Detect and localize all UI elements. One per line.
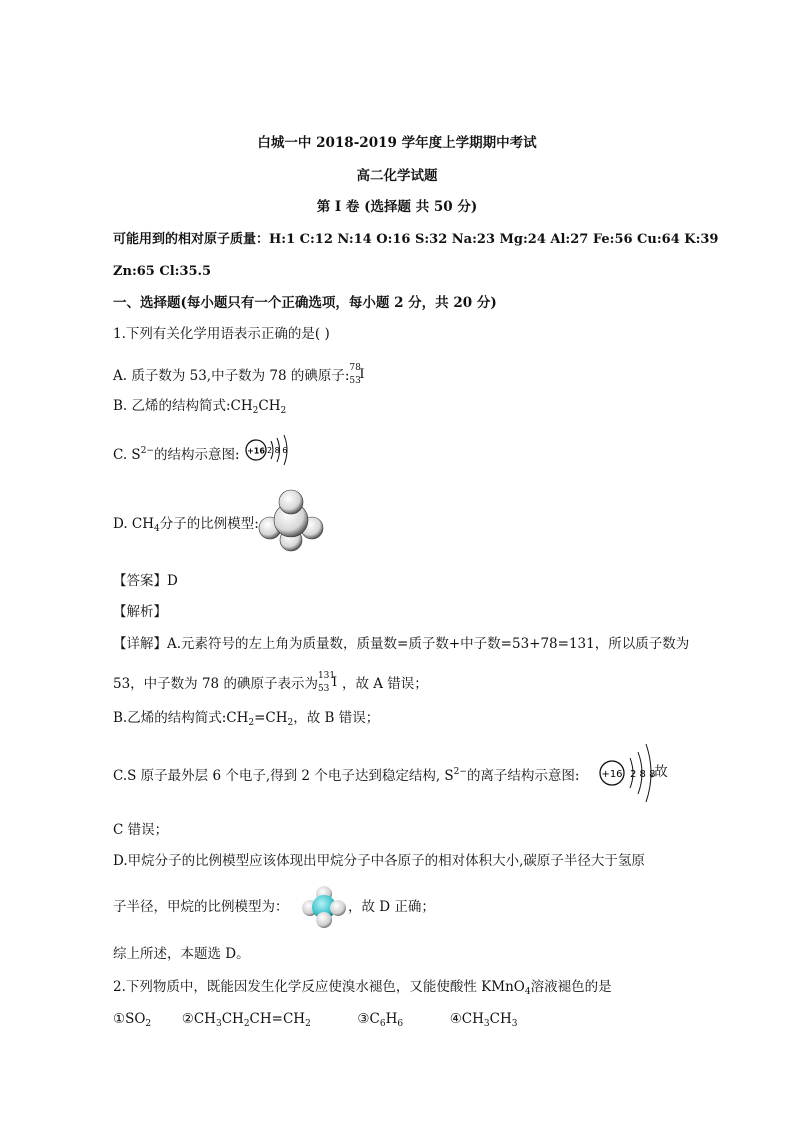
question-2-stem: 2.下列物质中，既能因发生化学反应使溴水褪色，又能使酸性 KMnO$_4$溶液褪色的是 — [113, 979, 612, 997]
iodine-nuclide: 78 53 I — [349, 363, 365, 386]
summary: 综上所述，本题选 D。 — [113, 946, 250, 962]
detail-c-line2: C 错误； — [113, 822, 169, 838]
question-1-option-c: C. $S^{2-}$的结构示意图: — [113, 446, 240, 463]
section-heading: 一、选择题(每小题只有一个正确选项，每小题 2 分，共 20 分) — [113, 295, 497, 311]
part-heading: 第 I 卷 (选择题 共 50 分) — [316, 199, 478, 215]
detail-a-line1: 【详解】A.元素符号的左上角为质量数，质量数=质子数+中子数=53+78=131，所以质子数为 — [113, 636, 690, 652]
exam-subtitle: 高二化学试题 — [356, 168, 438, 184]
diagram-detail-nucleus-label: +16 — [601, 769, 623, 780]
detail-d-line2-tail: ，故 D 正确； — [348, 899, 435, 915]
question-2-options — [113, 1009, 517, 1034]
q2-option-4: $④CH_3CH_3$ — [449, 1011, 518, 1029]
iodine-131-nuclide: 131 53 I — [317, 671, 338, 694]
answer-label: 【答案】D — [113, 573, 178, 589]
detail-c-line1-tail: ,故 — [650, 764, 668, 780]
detail-d-line2: 子半径，甲烷的比例模型为： — [113, 899, 289, 915]
detail-a-line2: 53，中子数为 78 的碘原子表示为 131 53 I ，故 A 错误； — [113, 671, 428, 694]
q2-option-1: $①SO_2$ — [113, 1011, 152, 1029]
question-1-option-d: D. $CH_4$分子的比例模型: — [113, 516, 259, 534]
question-1-option-b: B. 乙烯的结构简式$:CH_2CH_2$ — [113, 398, 287, 416]
atomic-masses-line1: 可能用到的相对原子质量：H:1 C:12 N:14 O:16 S:32 Na:23 Mg:24 Al:27 Fe:56 Cu:64 K:39 — [113, 232, 719, 247]
diagram-c-shell-label: 2 8 6 — [267, 446, 288, 455]
diagram-c-nucleus-label: +16 — [247, 446, 265, 456]
detail-b: B.乙烯的结构简式$:CH_2=CH_2$，故 B 错误； — [113, 710, 380, 728]
sulfide-ion-diagram-option-c — [244, 430, 296, 470]
q2-option-3: $③C_6H_6$ — [357, 1011, 404, 1029]
atomic-masses-line2: Zn:65 Cl:35.5 — [113, 264, 212, 279]
methane-model-correct — [298, 884, 350, 930]
question-1-option-a: A. 质子数为 53,中子数为 78 的碘原子: 78 53 I — [113, 362, 371, 386]
q2-option-2: $②CH_3CH_2CH=CH_2$ — [181, 1011, 311, 1029]
methane-ball-model-option-d — [258, 488, 324, 552]
analysis-label: 【解析】 — [113, 604, 167, 620]
exam-title: 白城一中 2018-2019 学年度上学期期中考试 — [257, 135, 537, 151]
detail-c-line1: C.S 原子最外层 6 个电子,得到 2 个电子达到稳定结构, $S^{2-}$的离子结构示意图: — [113, 767, 580, 784]
question-1-stem: 1.下列有关化学用语表示正确的是( ) — [113, 326, 330, 342]
detail-d-line1: D.甲烷分子的比例模型应该体现出甲烷分子中各原子的相对体积大小,碳原子半径大于氢原 — [113, 853, 645, 869]
diagram-detail-shell-label: 2 8 8 — [630, 769, 656, 780]
